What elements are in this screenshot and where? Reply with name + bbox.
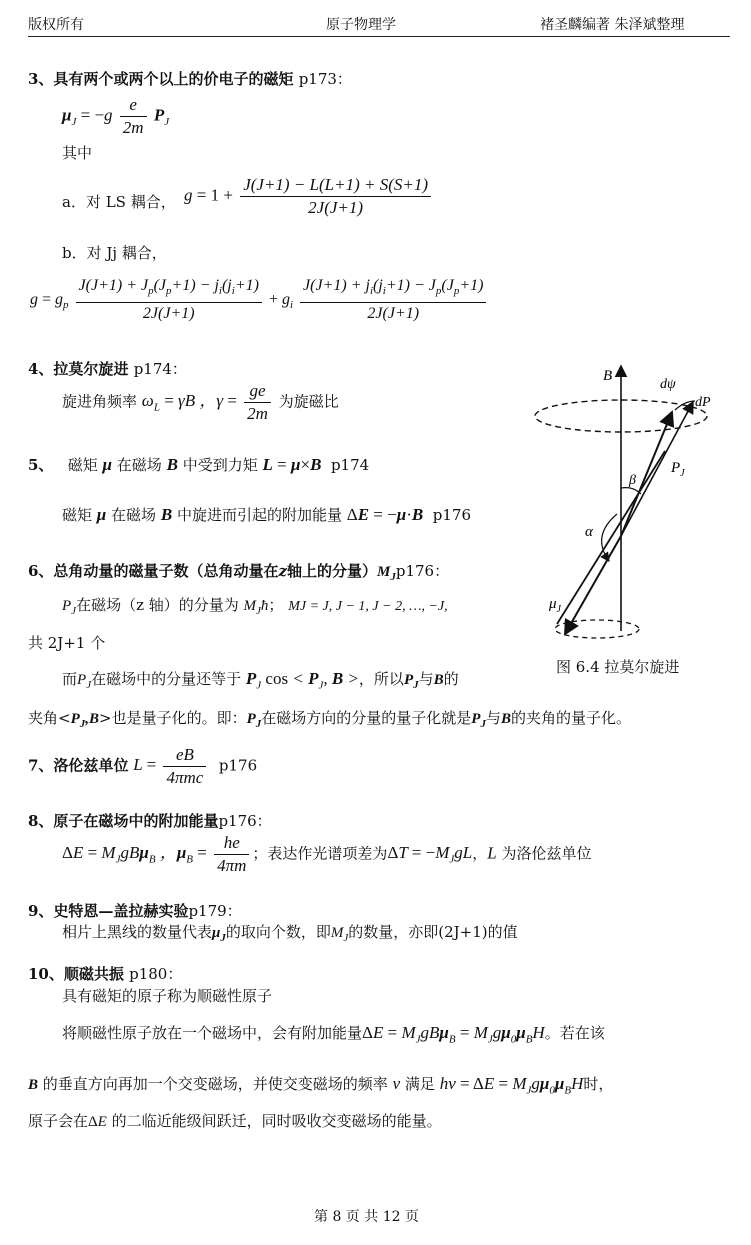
where-text: 其中: [62, 144, 93, 162]
section-7-lorentz-unit: 7、洛伦兹单位 L = $\frac{eB}{\text{4πmc}}$ p176: [28, 745, 258, 787]
page-footer: 第 8 页 共 12 页: [314, 1209, 419, 1225]
section-9-title: 9、史特恩—盖拉赫实验p179：: [28, 902, 242, 920]
larmor-frequency-line: 旋进角频率 $\omega_L = \gamma B$ ，γ = $\frac{ge}{2m}$ 为旋磁比: [62, 381, 339, 423]
section-8-title: 8、原子在磁场中的附加能量p176：: [28, 812, 272, 830]
formula-g-jj: $g = g_p$ $\frac{J(J+1) + J_p(J_p+1) - j_i(j_i+1)}{2J(J+1)}$ + $g_i$ $\frac{J(J+1) + j_i(j_i+1) - J_p(J_p+1)}{2J(J+1)}$: [30, 275, 489, 325]
header-rule: [28, 36, 730, 37]
section-10-line1: 具有磁矩的原子称为顺磁性原子: [62, 987, 273, 1005]
header-left: 版权所有: [28, 17, 84, 33]
label-b: B: [603, 368, 613, 384]
figure-caption: 图 6.4 拉莫尔旋进: [556, 658, 680, 676]
muj-line: [557, 451, 665, 624]
label-beta: β: [629, 473, 636, 488]
alpha-arc: [602, 514, 617, 561]
section-10-title: 10、顺磁共振 p180：: [28, 965, 183, 983]
section-4-title: 4、拉莫尔旋进 p174：: [28, 360, 187, 378]
label-muj: $\mu_J$: [549, 596, 561, 615]
section-6-line2: 共 2J+1 个: [28, 634, 106, 652]
formula-muJ: $\mu_J = -g$ $\frac{e}{2m}$ $P_J$: [62, 95, 170, 137]
header-title: 原子物理学: [326, 17, 396, 33]
section-6-line1: $P_J$在磁场（z 轴）的分量为 $M_Jħ$； MJ = J, J − 1, J − 2, …, −J,: [62, 596, 448, 617]
label-pj: $P_J$: [671, 460, 685, 479]
section-10-line2: 将顺磁性原子放在一个磁场中，会有附加能量$\Delta E = M_JgB\mu_B = M_Jg\mu_0\mu_BH$。若在该: [62, 1023, 605, 1046]
section-10-line4: 原子会在ΔE 的二临近能级间跃迁，同时吸收交变磁场的能量。: [28, 1112, 442, 1130]
formula-g-ls: g = 1 + $\frac{J(J+1) - L(L+1) + S(S+1)}{2J(J+1)}$: [184, 174, 434, 219]
jj-coupling-label: b．对 Jj 耦合，: [62, 244, 167, 262]
ls-coupling-label: a．对 LS 耦合，: [62, 193, 176, 211]
section-6-title: 6、总角动量的磁量子数（总角动量在z轴上的分量）$M_Jp176$：: [28, 562, 450, 583]
label-dp: dP: [695, 395, 711, 410]
section-5-torque: 5、 磁矩 μ 在磁场 B 中受到力矩 L = μ×B p174: [28, 455, 370, 474]
section-5-energy: 磁矩 μ 在磁场 B 中旋进而引起的附加能量 ΔE = −μ·B p176: [62, 505, 471, 524]
header-right: 褚圣麟编著 朱泽斌整理: [540, 17, 685, 33]
section-10-line3: B 的垂直方向再加一个交变磁场，并使交变磁场的频率 ν 满足 $h\nu = \Delta E = M_Jg\mu_0\mu_BH$时，: [28, 1074, 614, 1097]
section-3-title: 3、具有两个或两个以上的价电子的磁矩 p173：: [28, 70, 352, 88]
section-6-line4: 夹角$<P_J,B>$也是量子化的。即：$P_J$在磁场方向的分量的量子化就是$P_J$与B的夹角的量子化。: [28, 709, 631, 730]
section-6-line3: 而$P_J$在磁场中的分量还等于 $P_J$ $\cos < P_J$, B >，所以$P_J$与B的: [62, 669, 459, 692]
section-8-formula: $\Delta E = M_JgB\mu_B$ ，$\mu_B$ = $\frac{he}{4\pi m}$ ；表达作光谱项差为$\Delta T = -M_JgL$，L 为洛伦兹单位: [62, 833, 592, 875]
label-dpsi: dψ: [660, 377, 676, 392]
label-alpha: α: [585, 524, 593, 540]
muj-vector: [565, 536, 621, 634]
section-9-line: 相片上黑线的数量代表$\mu_J$的取向个数，即$M_J$的数量，亦即(2J+1)的值: [62, 923, 518, 944]
larmor-precession-figure: [525, 356, 740, 656]
